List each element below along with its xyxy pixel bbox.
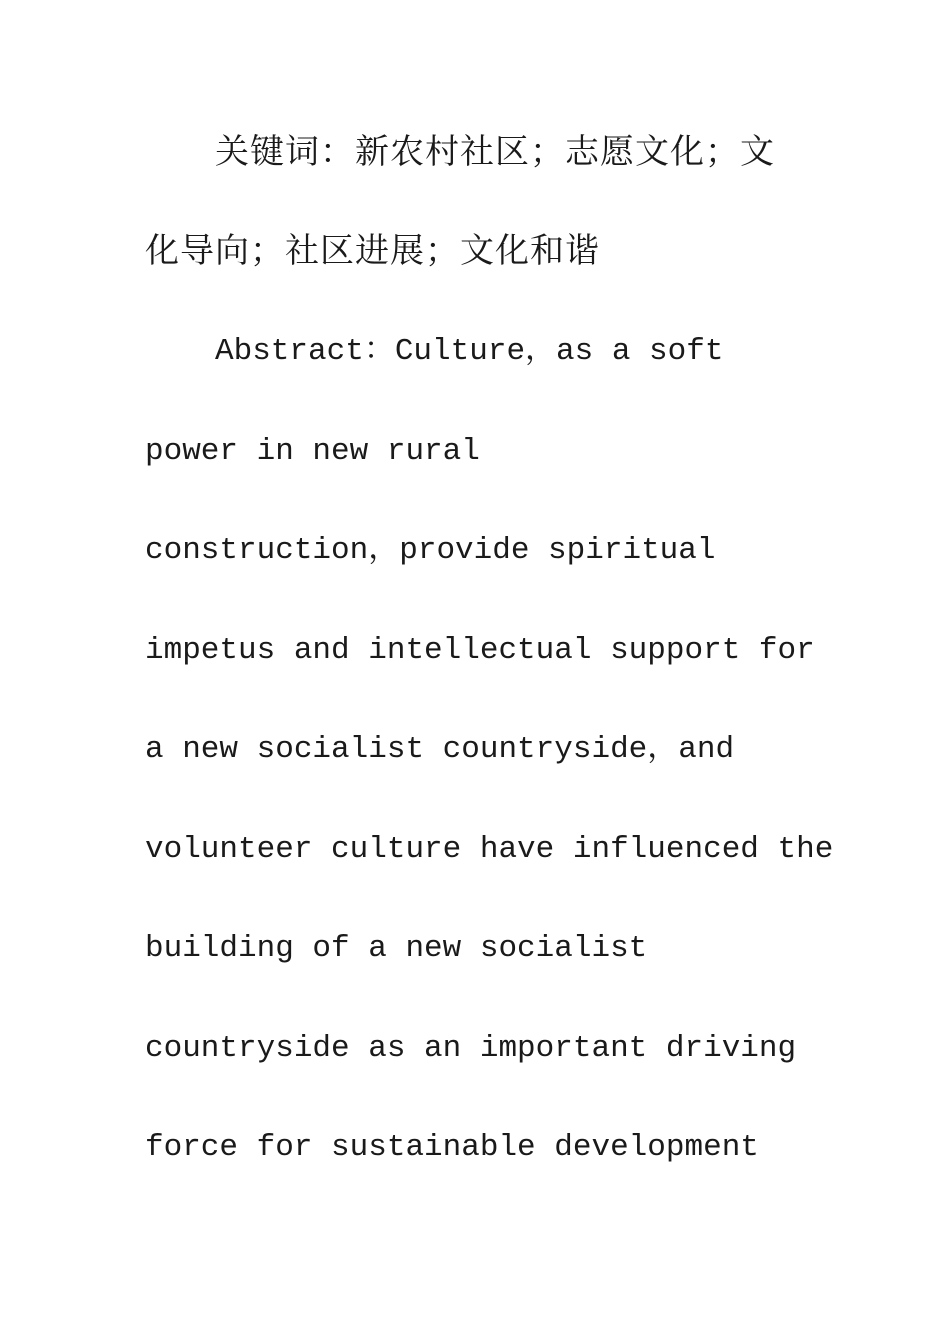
abstract-line-3: construction，provide spiritual [145,533,716,568]
abstract-line-1: Abstract：Culture，as a soft [215,334,724,369]
keywords-line-1: 关键词：新农村社区；志愿文化；文 [215,132,775,172]
abstract-line-4: impetus and intellectual support for [145,633,815,668]
abstract-line-7: building of a new socialist [145,931,648,966]
abstract-line-2: power in new rural [145,434,480,469]
abstract-line-9: force for sustainable development [145,1130,759,1165]
abstract-line-5: a new socialist countryside，and [145,732,735,767]
abstract-line-6: volunteer culture have influenced the [145,832,834,867]
abstract-line-8: countryside as an important driving [145,1031,797,1066]
keywords-line-2: 化导向；社区进展；文化和谐 [145,231,600,271]
